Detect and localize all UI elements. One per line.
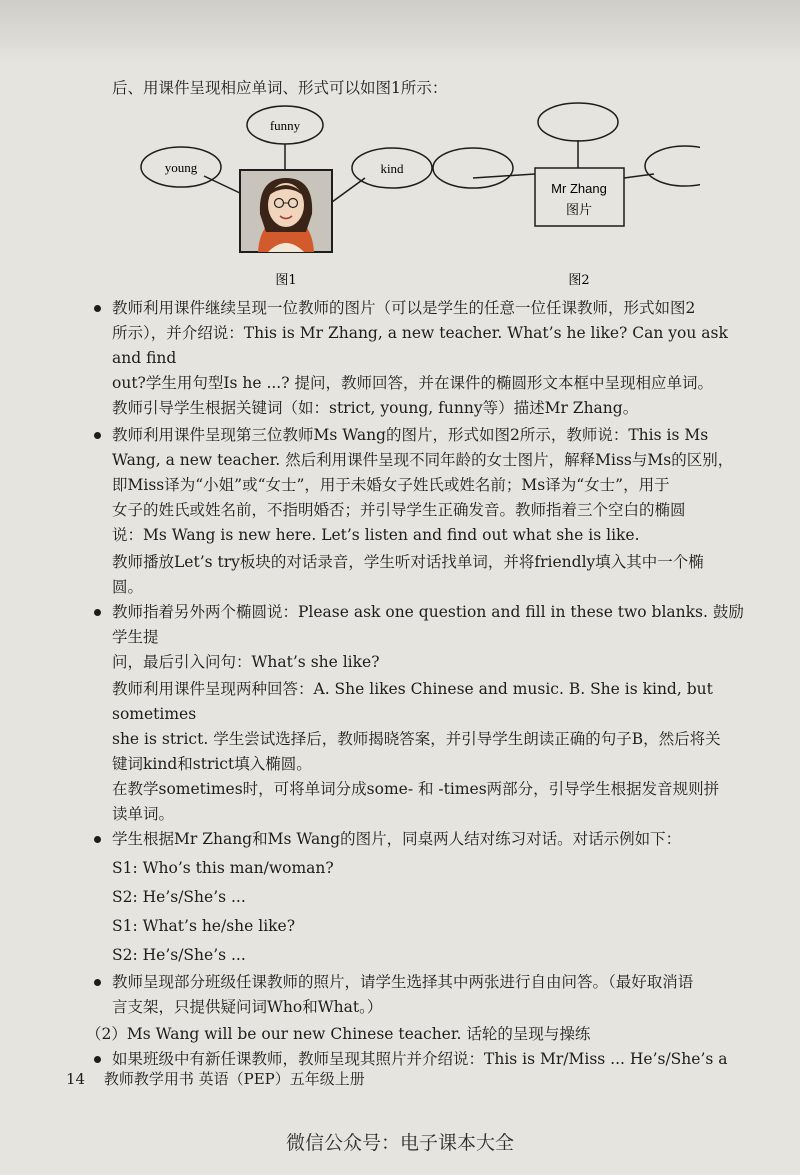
- bullet-paragraph: [92, 423, 757, 548]
- figures: [140, 102, 700, 292]
- text-line: 教师播放Let’s try板块的对话录音，学生听对话找单词，并将friendly填入其中一个椭: [112, 553, 704, 571]
- text-line: S2: He’s/She’s ...: [112, 888, 246, 906]
- watermark-text: 微信公众号：电子课本大全: [285, 1132, 514, 1154]
- text-line: 在教学sometimes时，可将单词分成some- 和 -times两部分，引导学生根据发音规则拼: [112, 780, 720, 798]
- text-line: 即Miss译为“小姐”或“女士”，用于未婚女子姓氏或姓名前；Ms译为“女士”，用于: [112, 476, 670, 494]
- teacher-photo: [240, 170, 332, 252]
- ellipse-kind-label: kind: [380, 161, 404, 176]
- text-line: S1: What’s he/she like?: [112, 917, 296, 935]
- ellipse-young-label: young: [164, 160, 198, 175]
- dialogue-example: [92, 854, 757, 970]
- body-text: [86, 296, 757, 1074]
- section-heading: [86, 1022, 757, 1047]
- figure-2-caption: 图2: [568, 273, 590, 288]
- book-title: 教师教学用书 英语（PEP）五年级上册: [103, 1070, 365, 1088]
- paragraph: [92, 777, 757, 827]
- text-line: 如果班级中有新任课教师，教师呈现其照片并介绍说：This is Mr/Miss ... He’s/She’s a: [112, 1050, 728, 1068]
- figure-2: [433, 103, 700, 288]
- figure-1: [141, 106, 432, 288]
- text-line: 读单词。: [112, 805, 175, 823]
- text-line: 学生根据Mr Zhang和Ms Wang的图片，同桌两人结对练习对话。对话示例如下：: [112, 830, 682, 848]
- paragraph: [92, 550, 757, 600]
- intro-line: 后、用课件呈现相应单词、形式可以如图1所示：: [112, 79, 448, 97]
- text-line: 教师指着另外两个椭圆说：Please ask one question and fill in these two blanks. 鼓励学生提: [112, 603, 744, 646]
- ellipse-funny-label: funny: [269, 118, 301, 133]
- mr-zhang-box-label: Mr Zhang: [551, 181, 607, 196]
- text-line: 教师利用课件继续呈现一位教师的图片（可以是学生的任意一位任课教师，形式如图2: [112, 299, 696, 317]
- bullet-paragraph: [92, 600, 757, 675]
- ellipse-blank-top: [538, 103, 618, 141]
- paragraph: [92, 677, 757, 777]
- text-line: 教师呈现部分班级任课教师的照片，请学生选择其中两张进行自由问答。（最好取消语: [112, 973, 694, 991]
- text-line: 说：Ms Wang is new here. Let’s listen and find out what she is like.: [112, 526, 640, 544]
- text-line: 言支架，只提供疑问词Who和What。）: [112, 998, 383, 1016]
- text-line: 教师利用课件呈现第三位教师Ms Wang的图片，形式如图2所示，教师说：This is Ms: [112, 426, 709, 444]
- page-number: 14: [66, 1070, 86, 1088]
- text-line: 问，最后引入问句：What’s she like?: [112, 653, 380, 671]
- ellipse-blank-left: [433, 148, 513, 188]
- bullet-paragraph: [92, 970, 757, 1020]
- mr-zhang-box-sublabel: 图片: [565, 203, 593, 218]
- text-line: Wang, a new teacher. 然后利用课件呈现不同年龄的女士图片，解释Miss与Ms的区别，: [112, 451, 734, 469]
- ellipse-blank-right: [645, 146, 700, 186]
- text-line: 教师引导学生根据关键词（如：strict, young, funny等）描述Mr Zhang。: [112, 399, 639, 417]
- text-line: （2）Ms Wang will be our new Chinese teacher. 话轮的呈现与操练: [86, 1025, 591, 1043]
- text-line: 圆。: [112, 578, 144, 596]
- text-line: S2: He’s/She’s ...: [112, 946, 246, 964]
- text-line: 教师利用课件呈现两种回答：A. She likes Chinese and music. B. She is kind, but sometimes: [112, 680, 713, 723]
- bullet-paragraph: [92, 296, 757, 421]
- text-line: 女子的姓氏或姓名前，不指明婚否；并引导学生正确发音。教师指着三个空白的椭圆: [112, 501, 686, 519]
- text-line: 所示），并介绍说：This is Mr Zhang, a new teacher. What’s he like? Can you ask and find: [112, 324, 728, 367]
- figure-1-caption: 图1: [275, 273, 297, 288]
- page-footer: [66, 1068, 365, 1089]
- text-line: 键词kind和strict填入椭圆。: [112, 755, 312, 773]
- text-line: out?学生用句型Is he ...? 提问，教师回答，并在课件的椭圆形文本框中呈现相应单词。: [112, 374, 713, 392]
- text-line: S1: Who’s this man/woman?: [112, 859, 334, 877]
- text-line: she is strict. 学生尝试选择后，教师揭晓答案，并引导学生朗读正确的句子B，然后将关: [112, 730, 721, 748]
- bullet-paragraph: [92, 827, 757, 852]
